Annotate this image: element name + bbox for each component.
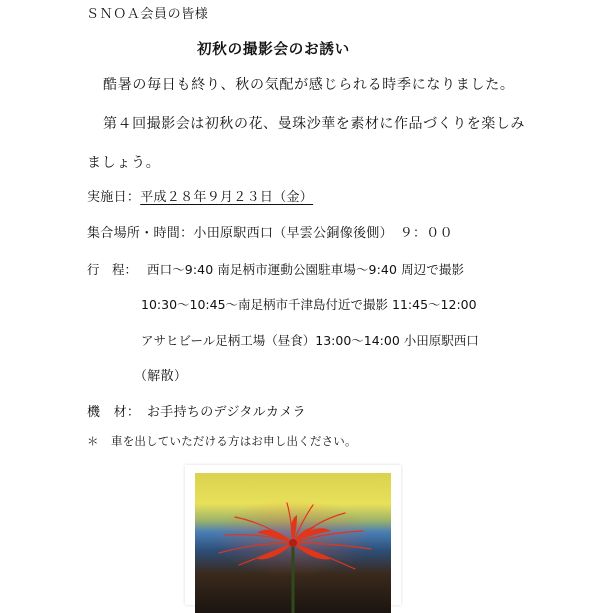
- date-value: 平成２８年９月２３日（金）: [140, 190, 314, 205]
- date-row: [87, 189, 313, 207]
- schedule-line-2: 10:30～10:45～南足柄市千津島付近で撮影 11:45～12:00: [141, 297, 477, 312]
- date-label: 実施日：: [87, 190, 141, 205]
- meeting-row: [87, 225, 453, 243]
- schedule-label: 行 程：: [87, 262, 138, 277]
- paragraph-2-line-1: 第４回撮影会は初秋の花、曼珠沙華を素材に作品づくりを楽しみ: [103, 116, 525, 132]
- paragraph-2-line-2: ましょう。: [87, 155, 161, 171]
- note-mark: ＊: [87, 434, 99, 448]
- note-text: 車を出していただける方はお申し出ください。: [111, 434, 357, 448]
- equipment-row: [87, 404, 306, 422]
- meeting-value: 小田原駅西口（早雲公銅像後側） ９：００: [193, 226, 453, 241]
- photo-frame: [185, 465, 401, 605]
- schedule-row-1: [87, 261, 464, 279]
- schedule-line-1: 西口～9:40 南足柄市運動公園駐車場～9:40 周辺で撮影: [147, 262, 465, 277]
- schedule-line-4: （解散）: [134, 369, 188, 384]
- equipment-label: 機 材：: [87, 405, 141, 420]
- greeting-line: ＳＮＯＡ会員の皆様: [86, 7, 209, 22]
- meeting-label: 集合場所・時間：: [87, 226, 194, 241]
- note-row: [87, 432, 357, 450]
- paragraph-1: 酷暑の毎日も終り、秋の気配が感じられる時季になりました。: [103, 77, 515, 93]
- document-title: 初秋の撮影会のお誘い: [197, 42, 350, 58]
- schedule-line-3: アサヒビール足柄工場（昼食）13:00～14:00 小田原駅西口: [141, 333, 479, 348]
- spider-lily-photo: [195, 473, 391, 613]
- equipment-value: お手持ちのデジタルカメラ: [147, 405, 306, 420]
- spider-lily-image: [195, 473, 391, 613]
